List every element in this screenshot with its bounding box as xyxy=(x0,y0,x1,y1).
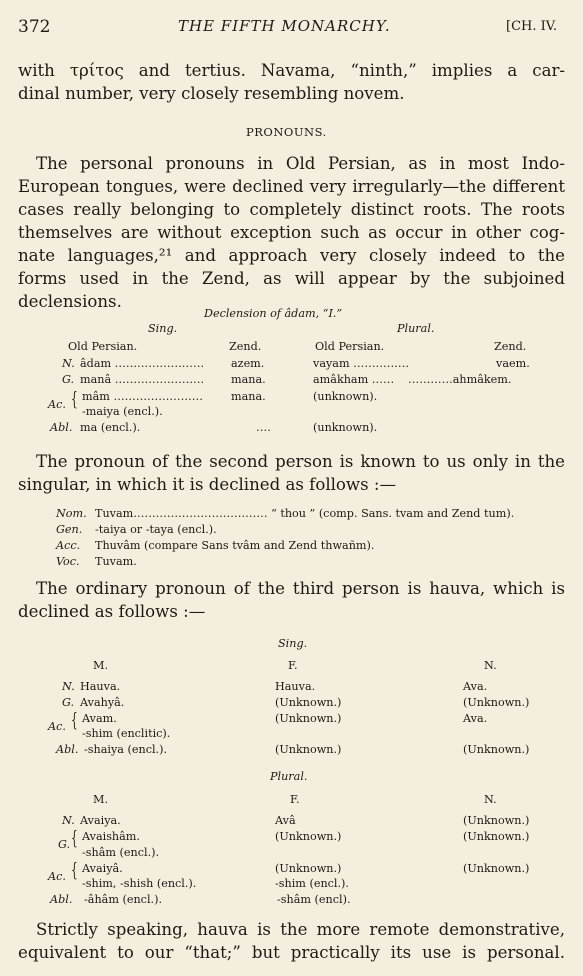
para5-line2: equivalent to our “that;” but practically its use is personal. xyxy=(18,943,565,962)
table3-case: G. xyxy=(62,696,75,709)
para2-line: The personal pronouns in Old Persian, as in most Indo- xyxy=(36,154,565,173)
table3-col-n: N. xyxy=(484,659,497,672)
table2-case: Acc. xyxy=(56,539,81,552)
table1-op: manâ …………………… xyxy=(80,373,205,386)
para2-line: declensions. xyxy=(18,292,122,311)
table3-m-encl: -shim, -shish (encl.). xyxy=(82,877,197,890)
table1-op-plural: (unknown). xyxy=(313,421,378,434)
para5-line1: Strictly speaking, hauva is the more remote demonstrative, xyxy=(36,920,565,939)
table2-text: Tuvam……………………………… “ thou ” (comp. Sans. tvam and Zend tum). xyxy=(95,507,515,520)
table1-sing-heading: Sing. xyxy=(148,322,178,335)
table2-text: Thuvâm (compare Sans tvâm and Zend thwañm). xyxy=(95,539,375,552)
para2-line: European tongues, were declined very irregularly—the different xyxy=(18,177,565,196)
table1-zend: mana. xyxy=(231,373,266,386)
brace-icon: { xyxy=(71,388,78,410)
table3-f: (Unknown.) xyxy=(275,712,342,725)
table3-m: Avam. xyxy=(82,712,117,725)
table3-f: -shâm (encl). xyxy=(277,893,351,906)
para2-line: forms used in the Zend, as will appear by the subjoined xyxy=(18,269,565,288)
table1-op: âdam …………………… xyxy=(80,357,205,370)
brace-icon: { xyxy=(71,709,78,731)
table3-m-encl: -shim (enclitic). xyxy=(82,727,171,740)
table3-f: Avâ xyxy=(275,814,296,827)
table2-case: Voc. xyxy=(56,555,80,568)
table3-f: (Unknown.) xyxy=(275,743,342,756)
table3-n: Ava. xyxy=(463,680,488,693)
table3-col-m: M. xyxy=(93,793,109,806)
table1-op: mâm …………………… xyxy=(82,390,203,403)
section-heading: PRONOUNS. xyxy=(246,125,327,139)
table3-case: N. xyxy=(62,680,75,693)
table1-zend: mana. xyxy=(231,390,266,403)
table1-op-plural: amâkham …… xyxy=(313,373,395,386)
table3-m: Avahyâ. xyxy=(80,696,125,709)
table1-op-encl: -maiya (encl.). xyxy=(82,405,163,418)
para2-line: nate languages,²¹ and approach very closely indeed to the xyxy=(18,246,565,265)
table3-m: Avaiya. xyxy=(80,814,121,827)
table3-n: (Unknown.) xyxy=(463,743,530,756)
table3-n: (Unknown.) xyxy=(463,814,530,827)
para4-line2: declined as follows :— xyxy=(18,602,206,621)
table2-text: -taiya or -taya (encl.). xyxy=(95,523,217,536)
table1-zend-plural: vaem. xyxy=(496,357,530,370)
brace-icon: { xyxy=(71,859,78,881)
table1-op-plural: (unknown). xyxy=(313,390,378,403)
table1-zend: azem. xyxy=(231,357,265,370)
table3-case: Abl. xyxy=(50,893,73,906)
table3-f: (Unknown.) xyxy=(275,830,342,843)
table3-case: Abl. xyxy=(56,743,79,756)
para3-line2: singular, in which it is declined as follows :— xyxy=(18,475,397,494)
table1-case: G. xyxy=(62,373,75,386)
para1-line1: with τρίτος and tertius. Navama, “ninth,” implies a car- xyxy=(18,61,565,80)
table1-caption: Declension of âdam, “I.” xyxy=(204,307,343,320)
table3-case: N. xyxy=(62,814,75,827)
para2-line: themselves are without exception such as occur in other cog- xyxy=(18,223,565,242)
table3-m: Avaiyâ. xyxy=(82,862,123,875)
table1-col-old-persian-plural: Old Persian. xyxy=(315,340,385,353)
table3-m: -âhâm (encl.). xyxy=(84,893,163,906)
table1-plural-heading: Plural. xyxy=(397,322,435,335)
para3-line1: The pronoun of the second person is known to us only in the xyxy=(36,452,565,471)
brace-icon: { xyxy=(71,827,78,849)
table3-sing-heading: Sing. xyxy=(278,637,308,650)
table2-case: Gen. xyxy=(56,523,83,536)
table3-f: (Unknown.) xyxy=(275,696,342,709)
table3-m-encl: -shâm (encl.). xyxy=(82,846,160,859)
table3-n: Ava. xyxy=(463,712,488,725)
table1-col-zend: Zend. xyxy=(229,340,262,353)
table3-m: Hauva. xyxy=(80,680,121,693)
table3-n: (Unknown.) xyxy=(463,862,530,875)
table3-col-n: N. xyxy=(484,793,497,806)
para2-line: cases really belonging to completely distinct roots. The roots xyxy=(18,200,565,219)
table1-op: ma (encl.). xyxy=(80,421,141,434)
table3-case: Ac. xyxy=(48,870,66,883)
table2-text: Tuvam. xyxy=(95,555,137,568)
table1-op-plural: vayam …………… xyxy=(313,357,410,370)
table3-f-encl: -shim (encl.). xyxy=(275,877,349,890)
table3-m: -shaiya (encl.). xyxy=(84,743,168,756)
table1-zend: …. xyxy=(256,421,271,434)
table3-n: (Unknown.) xyxy=(463,830,530,843)
page-number: 372 xyxy=(18,17,51,37)
table1-col-old-persian: Old Persian. xyxy=(68,340,138,353)
table2-case: Nom. xyxy=(56,507,87,520)
table3-col-f: F. xyxy=(288,659,298,672)
running-title: THE FIFTH MONARCHY. xyxy=(178,17,391,35)
table1-case: Abl. xyxy=(50,421,73,434)
table1-col-zend-plural: Zend. xyxy=(494,340,527,353)
table3-m: Avaishâm. xyxy=(82,830,140,843)
table1-case: Ac. xyxy=(48,398,66,411)
table1-zend-plural: …………ahmâkem. xyxy=(408,373,512,386)
table3-case: G. xyxy=(58,838,71,851)
table3-plural-heading: Plural. xyxy=(270,770,308,783)
para1-line2: dinal number, very closely resembling novem. xyxy=(18,84,405,103)
table3-col-f: F. xyxy=(290,793,300,806)
table3-col-m: M. xyxy=(93,659,109,672)
table1-case: N. xyxy=(62,357,75,370)
table3-case: Ac. xyxy=(48,720,66,733)
table3-f: (Unknown.) xyxy=(275,862,342,875)
para4-line1: The ordinary pronoun of the third person is hauva, which is xyxy=(36,579,565,598)
table3-f: Hauva. xyxy=(275,680,316,693)
table3-n: (Unknown.) xyxy=(463,696,530,709)
chapter-label: [CH. IV. xyxy=(506,19,558,34)
